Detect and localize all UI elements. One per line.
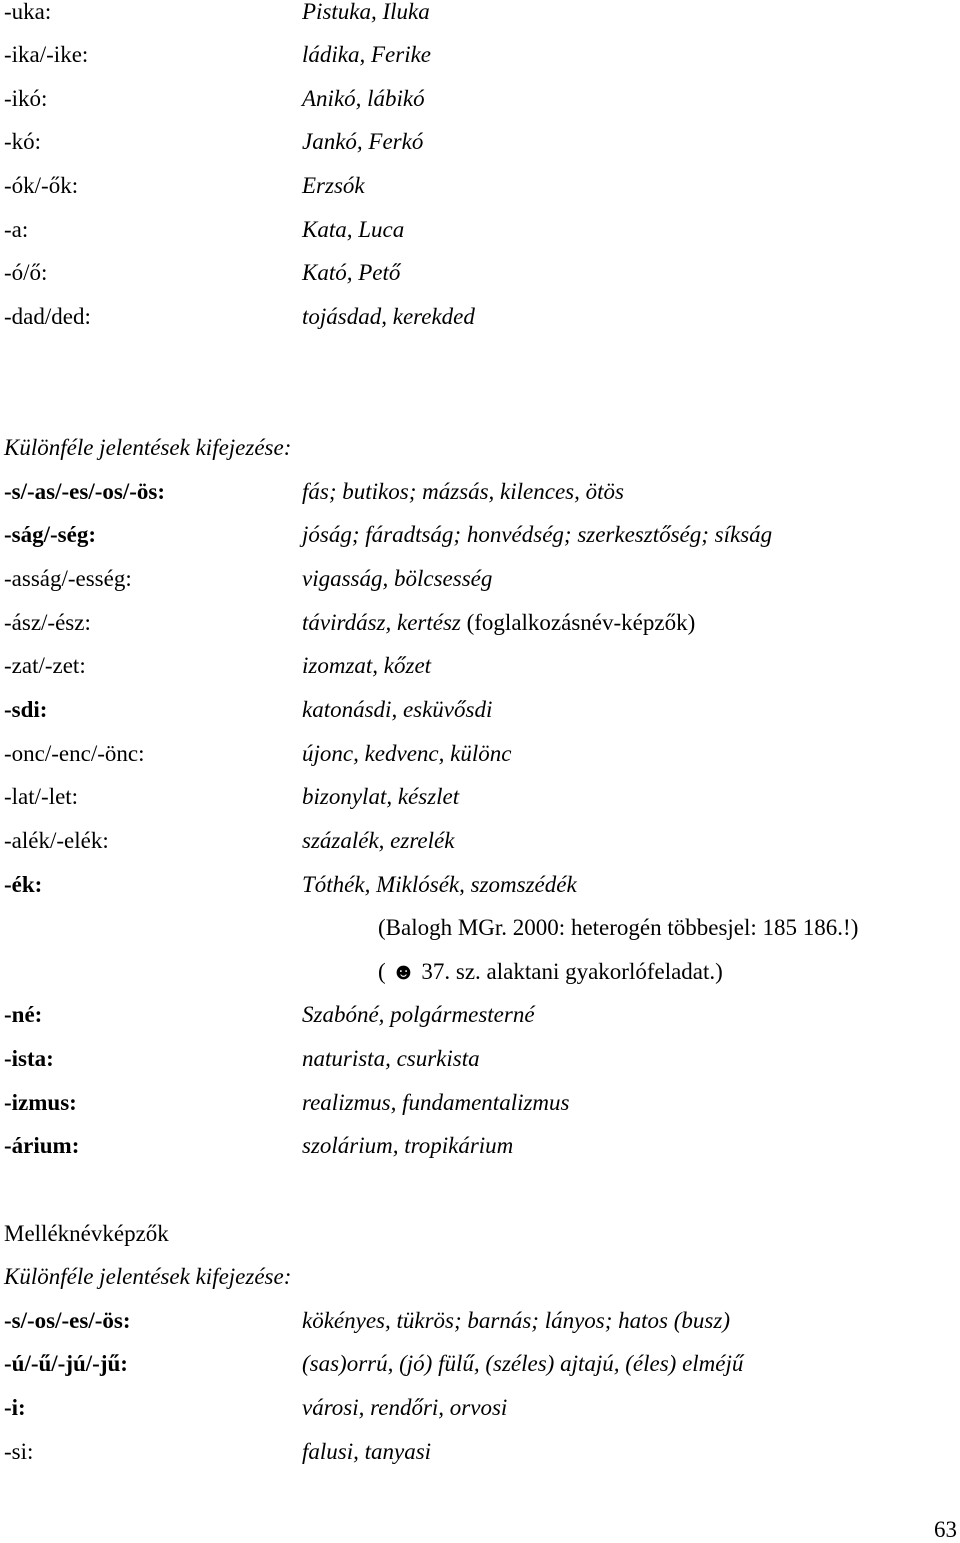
example-words: szolárium, tropikárium (302, 1133, 514, 1158)
category-note: (foglalkozásnév-képzők) (466, 610, 696, 635)
suffix-label: -asság/-esség: (4, 566, 132, 591)
example-words: Pistuka, Iluka (302, 0, 430, 24)
exercise-note-text: 37. sz. alaktani gyakorlófeladat.) (421, 959, 723, 984)
suffix-label: -onc/-enc/-önc: (4, 741, 145, 766)
suffix-label: -dad/ded: (4, 304, 91, 329)
suffix-label: -s/-os/-es/-ös: (4, 1308, 131, 1333)
suffix-label: -izmus: (4, 1090, 77, 1115)
suffix-label: -kó: (4, 129, 42, 154)
example-words: Erzsók (302, 173, 365, 198)
example-words: jóság; fáradtság; honvédség; szerkesztőség; síkság (302, 522, 773, 547)
reference-note: (Balogh MGr. 2000: heterogén többesjel: 185 186.!) (378, 915, 859, 940)
suffix-label: -uka: (4, 0, 52, 24)
suffix-label: -ika/-ike: (4, 42, 89, 67)
suffix-label: -né: (4, 1002, 43, 1027)
exercise-note (378, 957, 723, 987)
example-words: Kató, Pető (302, 260, 401, 285)
section-heading: Különféle jelentések kifejezése: (4, 435, 292, 460)
example-words: ládika, Ferike (302, 42, 432, 67)
example-words-italic: távirdász, kertész (302, 610, 461, 635)
example-words: falusi, tanyasi (302, 1439, 432, 1464)
example-words: katonásdi, esküvősdi (302, 697, 493, 722)
suffix-label: -sdi: (4, 697, 48, 722)
example-words: (sas)orrú, (jó) fülű, (széles) ajtajú, (éles) elméjű (302, 1351, 744, 1376)
example-words: százalék, ezrelék (302, 828, 455, 853)
example-words: Szabóné, polgármesterné (302, 1002, 535, 1027)
example-words: naturista, csurkista (302, 1046, 480, 1071)
suffix-label: -ság/-ség: (4, 522, 96, 547)
example-words: vigasság, bölcsesség (302, 566, 493, 591)
suffix-label: -ék: (4, 872, 43, 897)
suffix-label: -ász/-ész: (4, 610, 91, 635)
example-words: bizonylat, készlet (302, 784, 460, 809)
example-words: Kata, Luca (302, 217, 405, 242)
suffix-label: -si: (4, 1439, 34, 1464)
example-words: kökényes, tükrös; barnás; lányos; hatos (busz) (302, 1308, 730, 1333)
suffix-label: -árium: (4, 1133, 80, 1158)
suffix-label: -ó/ő: (4, 260, 48, 285)
section-heading: Melléknévképzők (4, 1221, 169, 1246)
suffix-label: -a: (4, 217, 29, 242)
smiley-icon: ☻ (391, 959, 416, 984)
suffix-label: -lat/-let: (4, 784, 79, 809)
example-words: fás; butikos; mázsás, kilences, ötös (302, 479, 624, 504)
example-words: Tóthék, Miklósék, szomszédék (302, 872, 577, 897)
example-words: újonc, kedvenc, különc (302, 741, 512, 766)
page-number: 63 (934, 1517, 957, 1542)
note-open-paren: ( (378, 959, 386, 984)
example-words: Jankó, Ferkó (302, 129, 424, 154)
suffix-label: -i: (4, 1395, 26, 1420)
example-words: izomzat, kőzet (302, 653, 432, 678)
example-words: realizmus, fundamentalizmus (302, 1090, 570, 1115)
suffix-label: -s/-as/-es/-os/-ös: (4, 479, 165, 504)
suffix-label: -ú/-ű/-jú/-jű: (4, 1351, 128, 1376)
suffix-label: -ók/-ők: (4, 173, 79, 198)
suffix-label: -zat/-zet: (4, 653, 86, 678)
example-words: tojásdad, kerekded (302, 304, 475, 329)
section-subheading: Különféle jelentések kifejezése: (4, 1264, 292, 1289)
example-words: városi, rendőri, orvosi (302, 1395, 508, 1420)
example-words: Anikó, lábikó (302, 86, 425, 111)
suffix-label: -ista: (4, 1046, 54, 1071)
suffix-label: -alék/-elék: (4, 828, 109, 853)
suffix-label: -ikó: (4, 86, 48, 111)
example-words (302, 608, 695, 638)
